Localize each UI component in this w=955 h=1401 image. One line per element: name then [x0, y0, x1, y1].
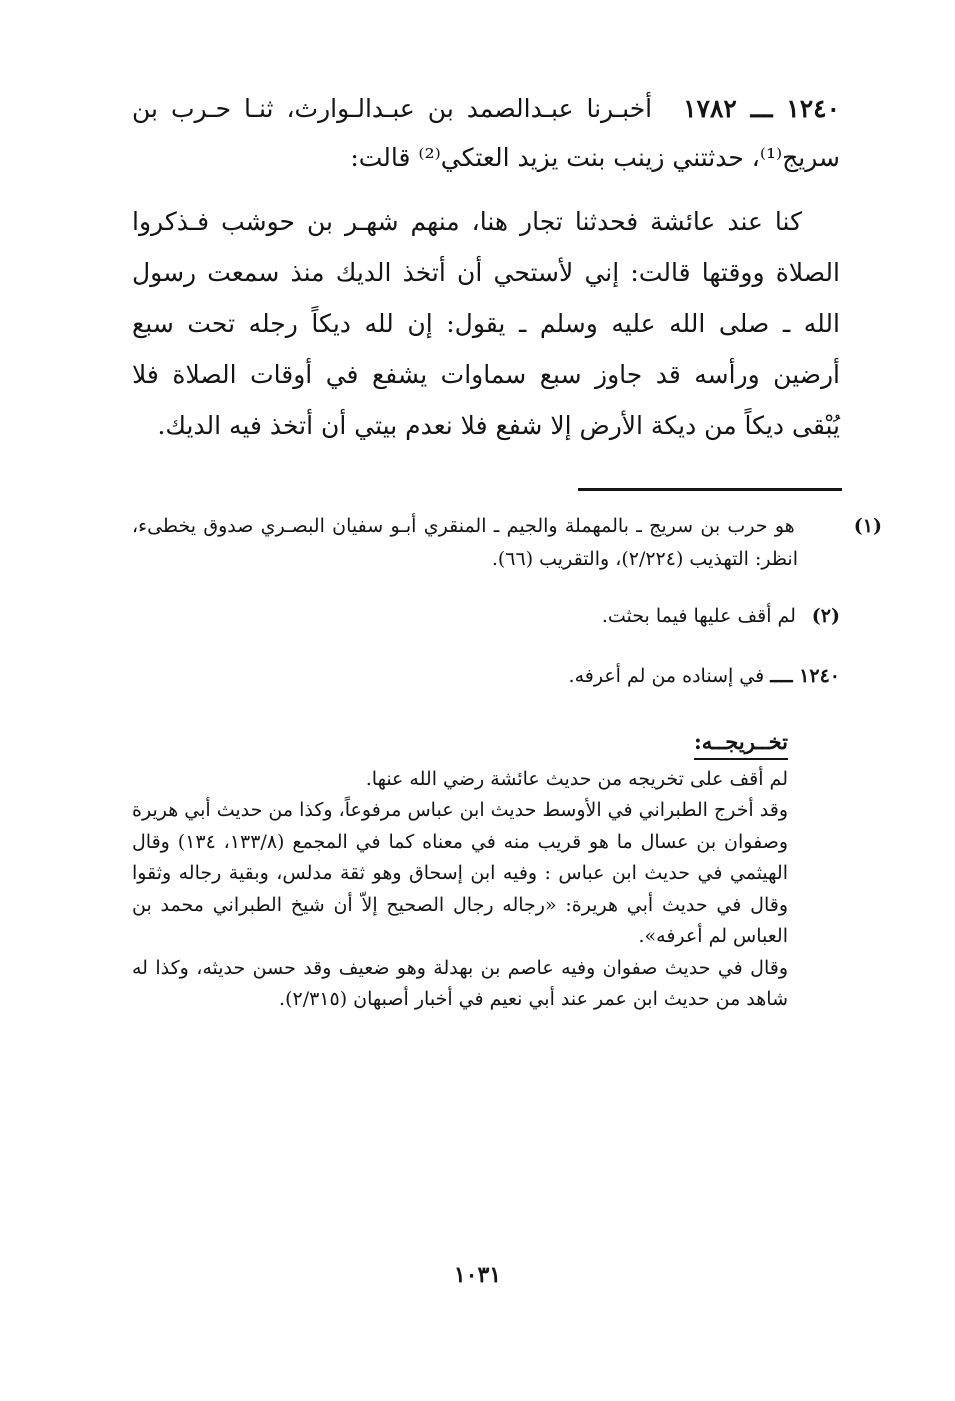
hadith-number: ١٢٤٠ ـــ ١٧٨٢ [683, 94, 840, 123]
takhrij-heading: تخــريجــه: [694, 726, 788, 760]
isnad-note [132, 660, 840, 693]
hadith-matn-block [132, 196, 840, 451]
footnote-text: لم أقف عليها فيما بحثت. [601, 605, 796, 627]
hadith-matn: كنا عند عائشة فحدثنا تجار هنا، منهم شهـر بن حوشب فـذكروا الصلاة ووقتها قالت: إني لأستحي أن أتخذ الديك منذ سمعت رسول الله ـ صلى الله عليه وسلم ـ يقول: إن لله ديكاً رجله تحت سبع أرضين ورأسه قد جاوز سبع سماوات يشفع في أوقات الصلاة فلا يُبْقى ديكاً من ديكة الأرض إلا شفع فلا نعدم بيتي أن أتخذ فيه الديك. [132, 207, 840, 440]
hadith-isnad: أخبـرنا عبـدالصمد بن عبـدالـوارث، ثنـا حـرب بن سريج⁽¹⁾، حدثتني زينب بنت يزيد العتكي⁽²⁾ قالت: [132, 94, 840, 172]
footnote-separator [578, 488, 842, 491]
note-number: ١٢٤٠ ــــ [770, 665, 840, 687]
footnote-1 [132, 510, 882, 576]
footnote-text: هو حرب بن سريج ـ بالمهملة والجيم ـ المنقري أبـو سفيان البصـري صدوق يخطىء، انظر: التهذيب (٢/٢٢٤)، والتقريب (٦٦). [132, 515, 798, 570]
takhrij-section [132, 726, 788, 1016]
note-text: في إسناده من لم أعرفه. [568, 665, 765, 687]
footnote-mark: (١) [853, 515, 882, 537]
hadith-isnad-block [132, 84, 840, 182]
footnote-mark: (٢) [811, 605, 840, 627]
takhrij-paragraph: وقد أخرج الطبراني في الأوسط حديث ابن عباس مرفوعاً، وكذا من حديث أبي هريرة وصفوان بن عسال ما هو قريب منه في معناه كما في المجمع (١٣٣/٨، ١٣٤) وقال الهيثمي في حديث ابن عباس : وفيه ابن إسحاق وهو ثقة مدلس، وبقية رجاله وثقوا وقال في حديث أبي هريرة: «رجاله رجال الصحيح إلاّ أن شيخ الطبراني محمد بن العباس لم أعرفه». [132, 799, 788, 947]
takhrij-paragraph: لم أقف على تخريجه من حديث عائشة رضي الله عنها. [365, 767, 788, 790]
takhrij-paragraph: وقال في حديث صفوان وفيه عاصم بن بهدلة وهو ضعيف وقد حسن حديثه، وكذا له شاهد من حديث ابن عمر عند أبي نعيم في أخبار أصبهان (٢/٣١٥). [132, 956, 788, 1010]
page-number: ١٠٣١ [453, 1262, 502, 1288]
footnote-2 [132, 600, 840, 633]
